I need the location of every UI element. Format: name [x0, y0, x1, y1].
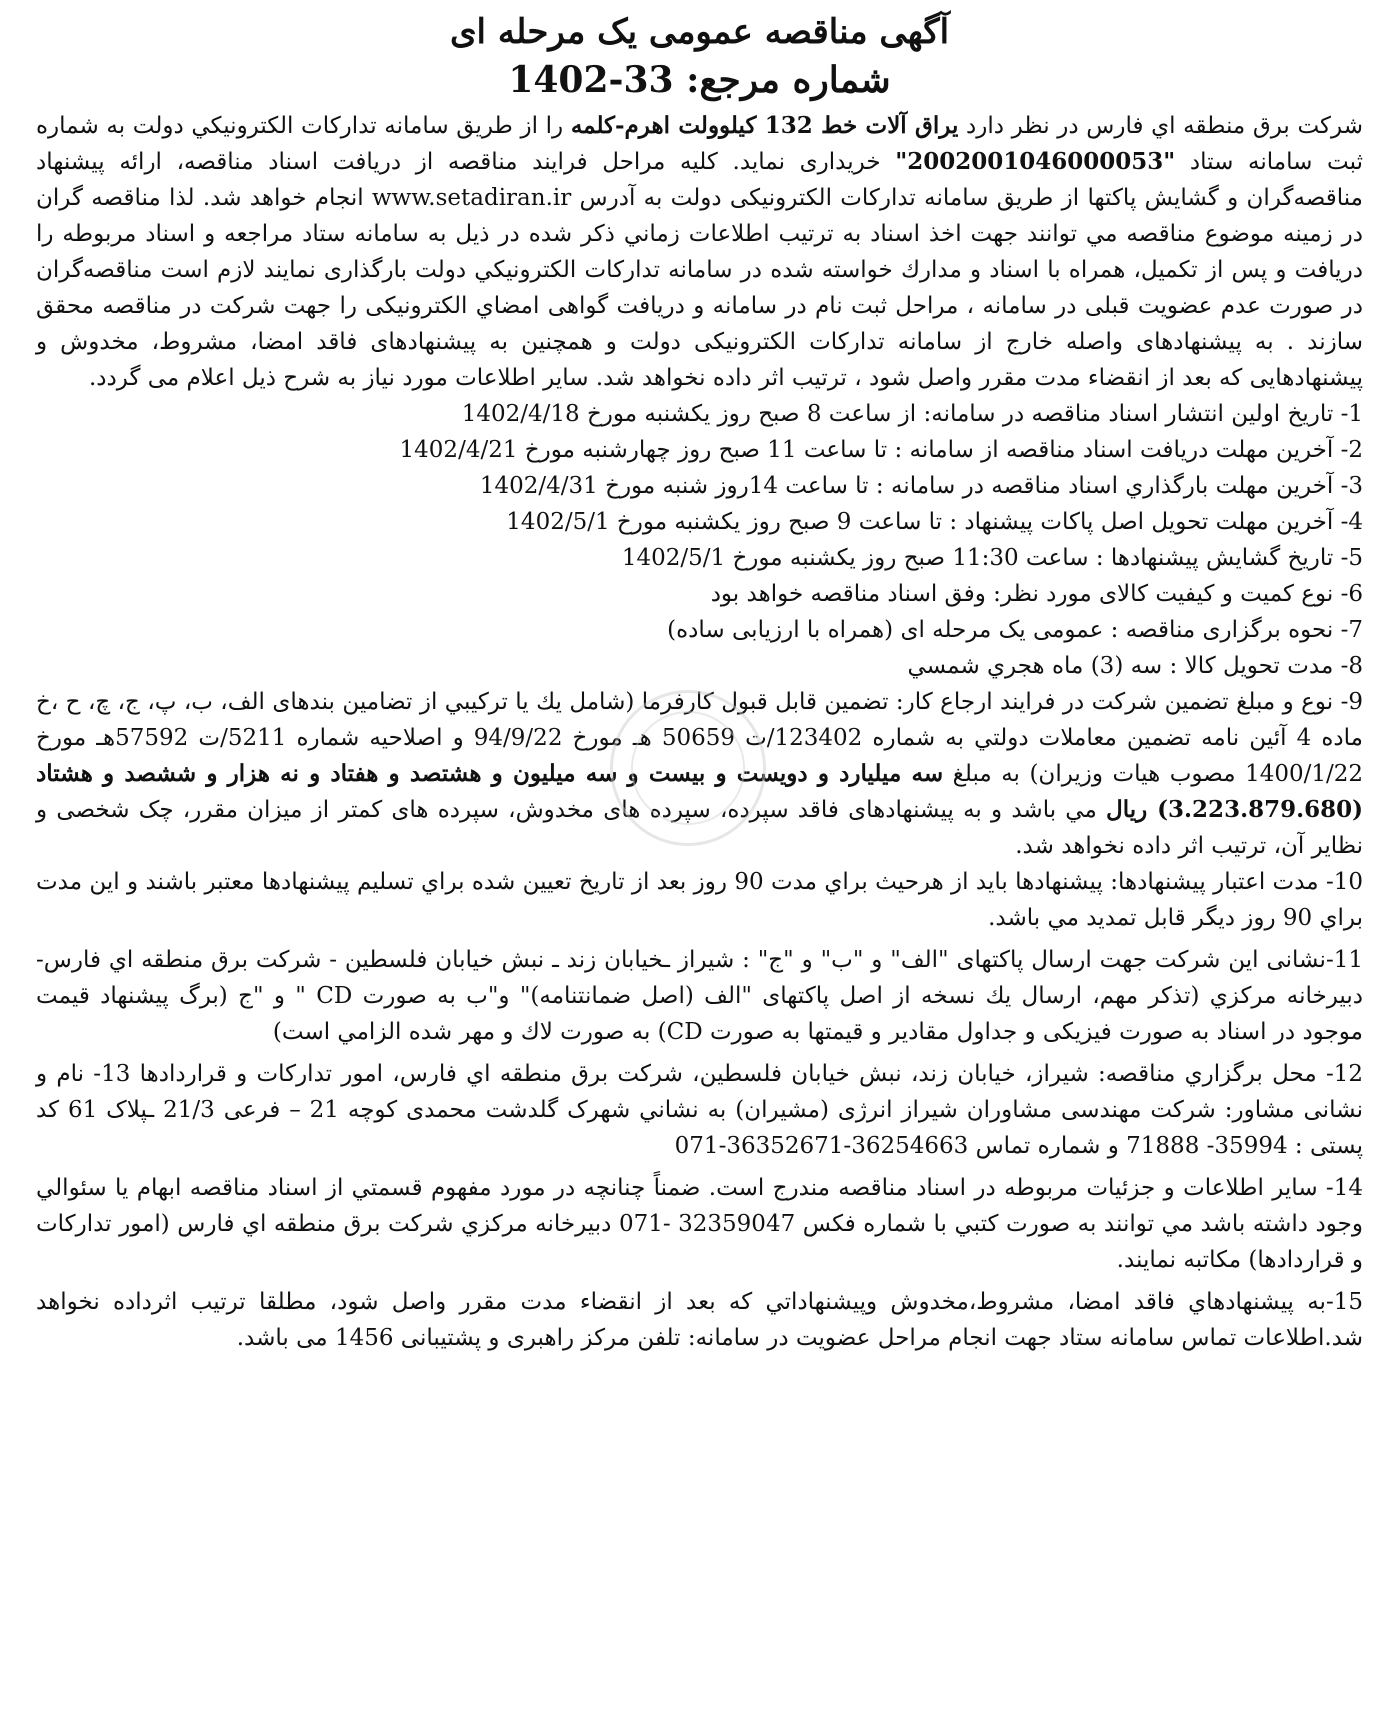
- intro-text-3: خریداری نماید. کلیه مراحل فرایند مناقصه از دریافت اسناد مناقصه، ارائه پیشنهاد مناقصه‌گران و گشایش پاکتها از طریق سامانه تدارکات الکترونیکی دولت به آدرس: [36, 149, 1364, 211]
- intro-text-1: شرکت برق منطقه اي فارس در نظر دارد: [958, 113, 1363, 139]
- tender-notice: [36, 8, 1363, 1356]
- intro-paragraph: [36, 108, 1363, 396]
- setad-registration-number: "2002001046000053": [895, 148, 1176, 175]
- item-2: 2- آخرین مهلت دریافت اسناد مناقصه از سامانه : تا ساعت 11 صبح روز چهارشنبه مورخ 1402/4/21: [399, 437, 1363, 463]
- item-4: 4- آخرین مهلت تحویل اصل پاکات پیشنهاد : تا ساعت 9 صبح روز یکشنبه مورخ 1402/5/1: [506, 509, 1363, 535]
- item-15: 15-به پیشنهادهاي فاقد امضا، مشروط،مخدوش وپیشنهاداتي که بعد از انقضاء مدت مقرر واصل شود، مطلقا ترتیب اثرداده نخواهد شد.اطلاعات تماس سامانه ستاد جهت انجام مراحل عضویت در سامانه: تلفن مرکز راهبری و پشتیبانی 1456 می باشد.: [36, 1289, 1363, 1351]
- item-12-13: 12- محل برگزاري مناقصه: شیراز، خیابان زند، نبش خیابان فلسطین، شرکت برق منطقه اي فارس، امور تدارکات و قراردادها 13- نام و نشانی مشاور: شرکت مهندسی مشاوران شیراز انرژی (مشیران) به نشاني شهرک گلدشت محمدی کوچه 21 – فرعی 21/3 ـپلاک 61 کد پستی : 35994- 71888 و شماره تماس 36254663-36352671-071: [36, 1061, 1364, 1159]
- item-1: 1- تاریخ اولین انتشار اسناد مناقصه در سامانه: از ساعت 8 صبح روز یکشنبه مورخ 1402/4/18: [461, 401, 1363, 427]
- item-9-tail: مي باشد و به پیشنهادهای فاقد سپرده، سپرده های مخدوش، سپرده های کمتر از میزان مقرر، چک شخصی و نظایر آن، ترتیب اثر داده نخواهد شد.: [36, 797, 1363, 859]
- intro-text-4: انجام خواهد شد. لذا مناقصه گران در زمینه موضوع مناقصه مي توانند جهت اخذ اسناد به ترتیب اطلاعات زماني ذکر شده در ذیل به سامانه ستاد مراجعه و اسناد مربوطه را دریافت و پس از تکمیل، همراه با اسناد و مدارك خواسته شده در سامانه تدارکات الکترونیکي دولت بارگذاری نمایند لازم است مناقصه‌گران در صورت عدم عضویت قبلی در سامانه ، مراحل ثبت نام در سامانه و دریافت گواهی امضاي الکترونیکی را جهت شرکت در مناقصه محقق سازند . به پیشنهادهای واصله خارج از سامانه تدارکات الکترونیکی دولت و همچنین به پیشنهادهای فاقد امضا، مشروط، مخدوش و پیشنهادهایی که بعد از انقضاء مدت مقرر واصل شود ، ترتیب اثر داده نخواهد شد. سایر اطلاعات مورد نیاز به شرح ذیل اعلام می گردد.: [36, 185, 1363, 391]
- reference-value: 1402-33: [508, 59, 674, 101]
- item-6: 6- نوع کمیت و کیفیت کالای مورد نظر: وفق اسناد مناقصه خواهد بود: [710, 581, 1363, 607]
- reference-number: [36, 56, 1363, 104]
- item-14: 14- سایر اطلاعات و جزئیات مربوطه در اسناد مناقصه مندرج است. ضمناً چنانچه در مورد مفهوم قسمتي از اسناد مناقصه ابهام یا سئوالي وجود داشته باشد مي توانند به صورت کتبي با شماره فکس 32359047 -071 دبیرخانه مرکزي شرکت برق منطقه اي فارس (امور تدارکات و قراردادها) مکاتبه نمایند.: [36, 1175, 1363, 1273]
- intro-text-2: را از طریق سامانه تدارکات الکترونیکي دولت به شماره ثبت سامانه ستاد: [36, 113, 1363, 175]
- item-11: 11-نشانی این شرکت جهت ارسال پاکتهای "الف" و "ب" و "ج" : شیراز ـخیابان زند ـ نبش خیابان فلسطین - شرکت برق منطقه اي فارس- دبیرخانه مرکزي (تذکر مهم، ارسال يك نسخه از اصل پاکتهای "الف (اصل ضمانتنامه)" و"ب به صورت CD " و "ج (برگ پیشنهاد قیمت موجود در اسناد به صورت فیزیکی و جداول مقادیر و قیمتها به صورت CD) به صورت لاك و مهر شده الزامي است): [36, 947, 1363, 1045]
- guarantee-amount: سه میلیارد و دویست و بیست و سه میلیون و هشتصد و هفتاد و نه هزار و ششصد و هشتاد (3.223.879.680) ریال: [36, 760, 1363, 823]
- tender-subject: یراق آلات خط 132 کیلوولت اهرم-کلمه: [570, 112, 959, 139]
- item-9: [36, 684, 1363, 864]
- item-7: 7- نحوه برگزاری مناقصه : عمومی یک مرحله ای (همراه با ارزیابی ساده): [667, 617, 1363, 643]
- item-5: 5- تاریخ گشایش پیشنهادها : ساعت 11:30 صبح روز یکشنبه مورخ 1402/5/1: [621, 545, 1363, 571]
- item-3: 3- آخرین مهلت بارگذاري اسناد مناقصه در سامانه : تا ساعت 14روز شنبه مورخ 1402/4/31: [479, 473, 1363, 499]
- item-8: 8- مدت تحویل کالا : سه (3) ماه هجري شمسي: [907, 653, 1363, 679]
- reference-label: شماره مرجع:: [686, 59, 891, 101]
- item-9-text: 9- نوع و مبلغ تضمین شرکت در فرایند ارجاع کار: تضمین قابل قبول کارفرما (شامل يك يا تركيبي از تضامین بندهای الف، ب، پ، ج، چ، ح ،خ ماده 4 آئین نامه تضمین معاملات دولتي به شماره 123402/ت 50659 هـ مورخ 94/9/22 و اصلاحیه شماره 5211/ت 57592هـ مورخ 1400/1/22 مصوب هیات وزیران) به مبلغ: [36, 689, 1363, 787]
- item-10: 10- مدت اعتبار پیشنهادها: پیشنهادها باید از هرحیث براي مدت 90 روز بعد از تاریخ تعیین شده براي تسلیم پیشنهادها معتبر باشند و این مدت براي 90 روز دیگر قابل تمدید مي باشد.: [36, 869, 1363, 931]
- website-address: www.setadiran.ir: [371, 185, 572, 211]
- notice-title: آگهی مناقصه عمومی یک مرحله ای: [449, 12, 950, 52]
